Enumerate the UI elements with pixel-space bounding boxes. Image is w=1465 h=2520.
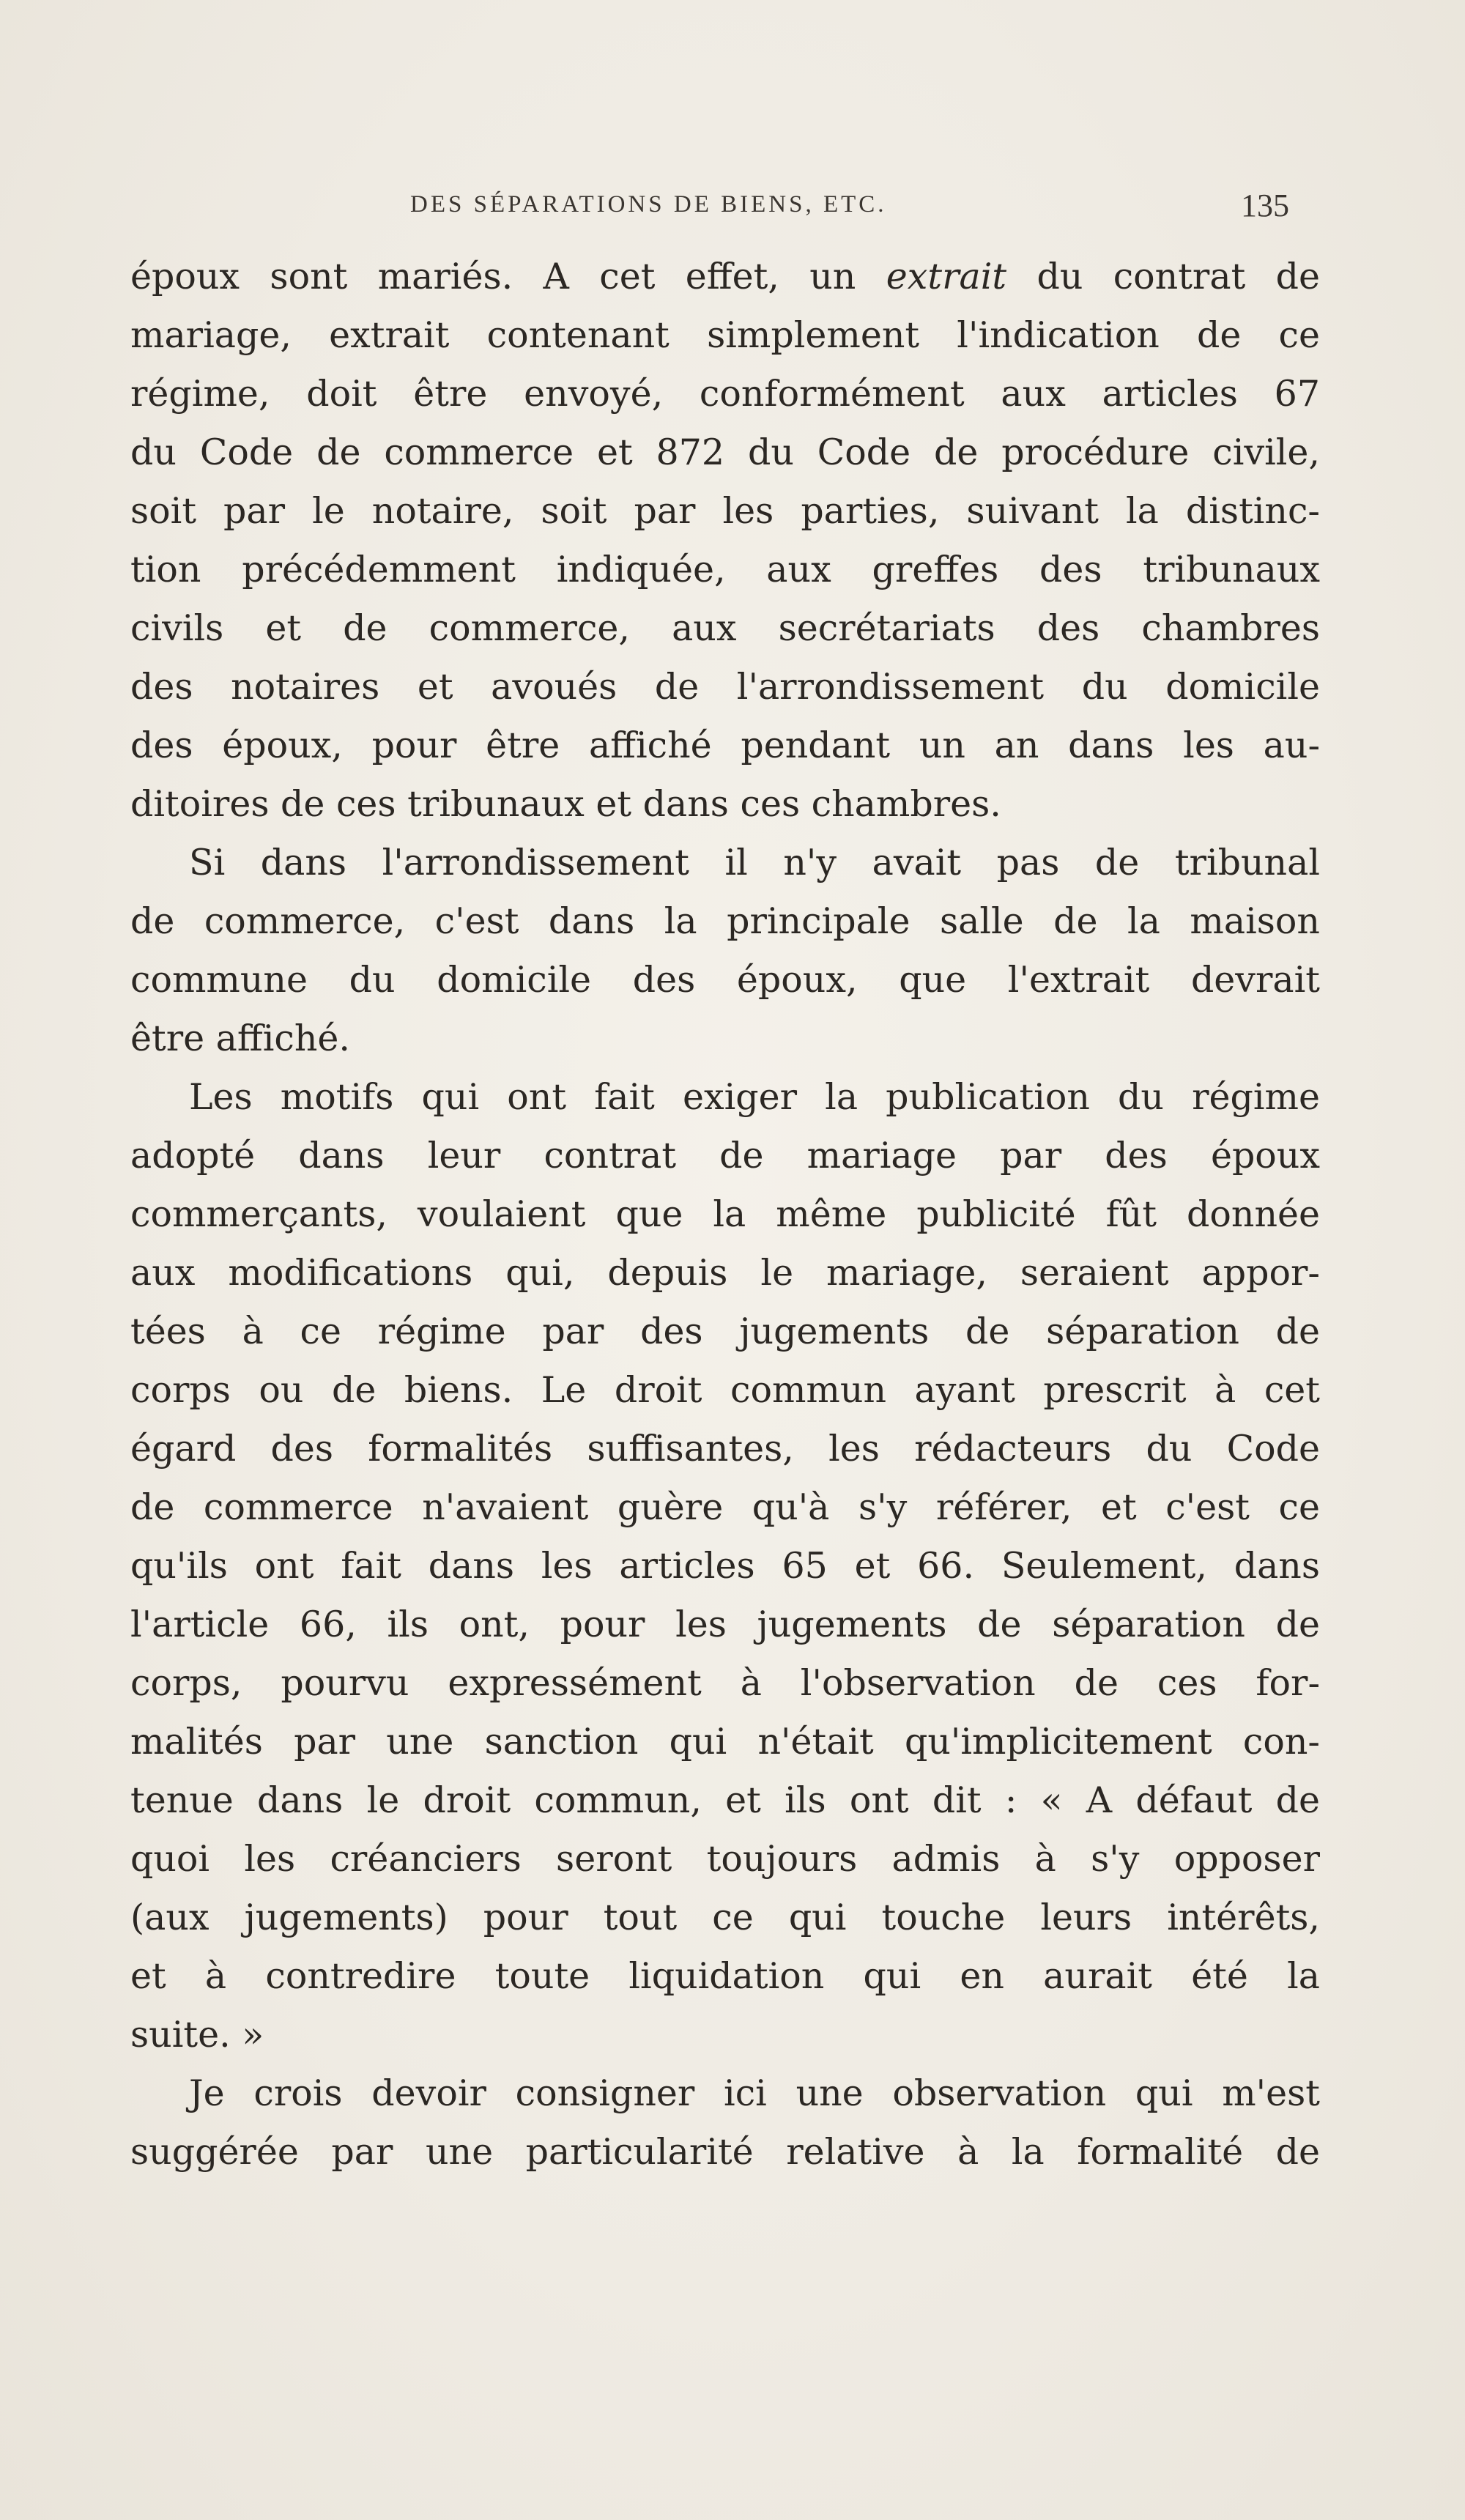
running-head bbox=[410, 187, 1289, 223]
text-line: égard des formalités suffisantes, les rédacteurs du Code bbox=[130, 1428, 1320, 1470]
text-line: tenue dans le droit commun, et ils ont dit : « A défaut de bbox=[130, 1779, 1320, 1821]
body-text bbox=[130, 248, 1320, 2182]
text-line: des époux, pour être affiché pendant un an dans les au- bbox=[130, 724, 1320, 766]
text-line: corps, pourvu expressément à l'observation de ces for- bbox=[130, 1662, 1320, 1704]
text-line: du Code de commerce et 872 du Code de procédure civile, bbox=[130, 431, 1320, 473]
text-line: de commerce n'avaient guère qu'à s'y référer, et c'est ce bbox=[130, 1486, 1320, 1528]
text-line: tées à ce régime par des jugements de séparation de bbox=[130, 1311, 1320, 1352]
text-line: civils et de commerce, aux secrétariats des chambres bbox=[130, 607, 1320, 649]
text-line: soit par le notaire, soit par les parties, suivant la distinc- bbox=[130, 490, 1320, 532]
text-line: qu'ils ont fait dans les articles 65 et 66. Seulement, dans bbox=[130, 1545, 1320, 1587]
text-line: adopté dans leur contrat de mariage par des époux bbox=[130, 1135, 1320, 1176]
text-line: commune du domicile des époux, que l'extrait devrait bbox=[130, 959, 1320, 1001]
text-line: Si dans l'arrondissement il n'y avait pas de tribunal bbox=[189, 842, 1320, 883]
text-line: Je crois devoir consigner ici une observation qui m'est bbox=[189, 2072, 1320, 2114]
text-line: tion précédemment indiquée, aux greffes des tribunaux bbox=[130, 549, 1320, 590]
text-line: suggérée par une particularité relative à la formalité de bbox=[130, 2131, 1320, 2173]
text-line: régime, doit être envoyé, conformément aux articles 67 bbox=[130, 373, 1320, 415]
text-line: des notaires et avoués de l'arrondissement du domicile bbox=[130, 666, 1320, 708]
text-line: quoi les créanciers seront toujours admis à s'y opposer bbox=[130, 1838, 1320, 1880]
running-title: DES SÉPARATIONS DE BIENS, ETC. bbox=[410, 191, 887, 218]
text-line: aux modifications qui, depuis le mariage, seraient appor- bbox=[130, 1252, 1320, 1294]
text-line: Les motifs qui ont fait exiger la publication du régime bbox=[189, 1076, 1320, 1118]
text-line: mariage, extrait contenant simplement l'indication de ce bbox=[130, 314, 1320, 356]
italic-word: extrait bbox=[886, 256, 1007, 297]
text-line: être affiché. bbox=[130, 1018, 350, 1059]
text-line: corps ou de biens. Le droit commun ayant prescrit à cet bbox=[130, 1369, 1320, 1411]
text-line: commerçants, voulaient que la même publicité fût donnée bbox=[130, 1193, 1320, 1235]
text-line: de commerce, c'est dans la principale salle de la maison bbox=[130, 900, 1320, 942]
page-number: 135 bbox=[1241, 188, 1289, 223]
text-line: époux sont mariés. A cet effet, un extrait du contrat de bbox=[130, 256, 1320, 297]
text-line: l'article 66, ils ont, pour les jugements de séparation de bbox=[130, 1604, 1320, 1645]
text-line: et à contredire toute liquidation qui en aurait été la bbox=[130, 1955, 1320, 1997]
text-line: suite. » bbox=[130, 2014, 264, 2056]
text-line: ditoires de ces tribunaux et dans ces chambres. bbox=[130, 783, 1001, 825]
text-line: malités par une sanction qui n'était qu'implicitement con- bbox=[130, 1721, 1320, 1763]
text-line: (aux jugements) pour tout ce qui touche leurs intérêts, bbox=[130, 1897, 1320, 1938]
